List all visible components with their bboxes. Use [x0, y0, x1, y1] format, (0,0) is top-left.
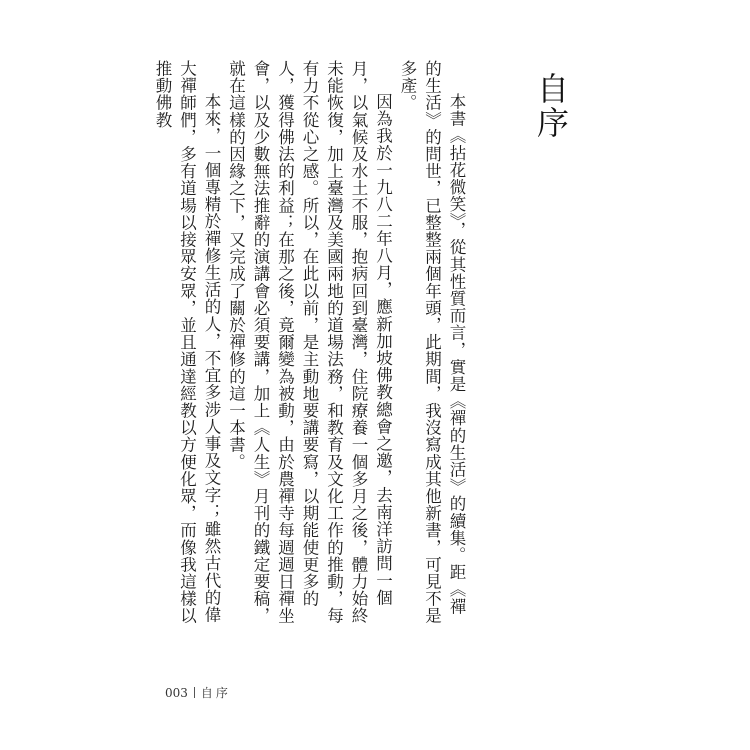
- page-title: 自序: [532, 72, 570, 140]
- paragraph: 因為我於一九八二年八月，應新加坡佛教總會之邀，去南洋訪問一個月，以氣候及水土不服，抱病回到臺灣，住院療養一個多月之後，體力始終未能恢復，加上臺灣及美國兩地的道場法務，和教育及文化工作的推動，每有力不從心之感。所以，在此以前，是主動地要講要寫，以期能使更多的人，獲得佛法的利益；在那之後，竟爾變為被動，由於農禪寺每週週日禪坐會，以及少數無法推辭的演講會必須要講，加上《人生》月刊的鐵定要稿，就在這樣的因緣之下，又完成了關於禪修的這一本書。: [226, 60, 393, 625]
- page-footer: [165, 684, 231, 701]
- paragraph: 本來，一個專精於禪修生活的人，不宜多涉人事及文字；雖然古代的偉大禪師們，多有道場以接眾安眾，並且通達經教以方便化眾，而像我這樣以推動佛教: [153, 60, 221, 625]
- page-number: 003: [165, 686, 188, 700]
- footer-section-title: 自序: [200, 686, 231, 700]
- footer-divider: [194, 687, 195, 698]
- body-text: [150, 60, 469, 630]
- paragraph-opening: 本書《拈花微笑》，從其性質而言，實是《禪的生活》的續集。距《禪的生活》的問世，已整整兩個年頭，此期間，我沒寫成其他新書，可見不是多產。: [398, 60, 466, 625]
